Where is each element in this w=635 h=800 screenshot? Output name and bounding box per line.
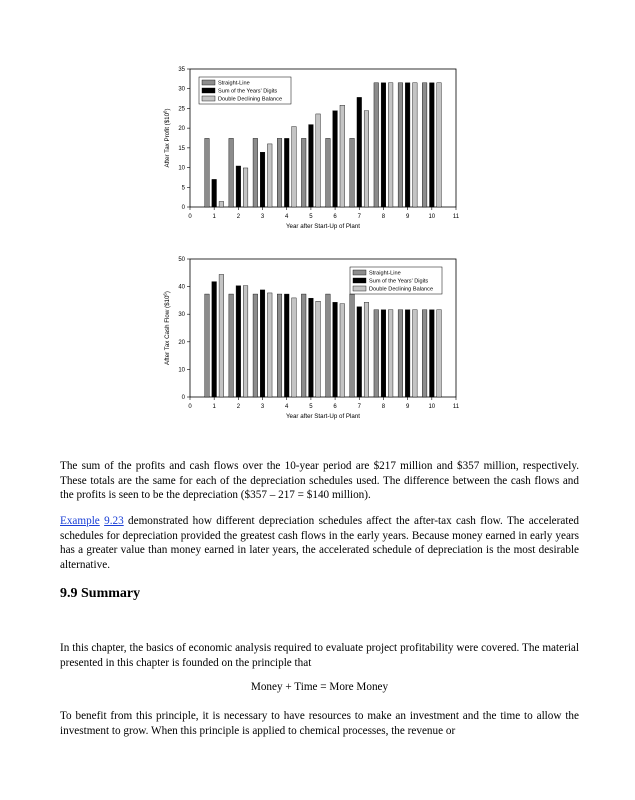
- x-tick-label: 3: [260, 214, 265, 220]
- bar: [437, 310, 442, 397]
- example-link[interactable]: Example: [60, 515, 100, 527]
- bar: [292, 127, 297, 207]
- legend-entry: Double Declining Balance: [218, 96, 283, 103]
- legend-entry: Sum of the Years' Digits: [218, 88, 278, 95]
- legend-swatch: [353, 286, 366, 291]
- bar: [413, 83, 418, 207]
- y-axis-label: [163, 291, 171, 365]
- x-tick-label: 2: [236, 404, 241, 410]
- bar: [229, 138, 234, 207]
- x-tick-label: 0: [188, 214, 192, 220]
- x-axis-label: Year after Start-Up of Plant: [285, 223, 361, 230]
- x-tick-label: 7: [357, 404, 361, 410]
- legend-entry: Double Declining Balance: [369, 286, 434, 293]
- x-tick-label: 5: [309, 404, 313, 410]
- paragraph-summary-intro: In this chapter, the basics of economic analysis required to evaluate project profitability were covered. The material presented in this chapter is founded on the principle that: [60, 642, 579, 669]
- bar: [333, 111, 338, 207]
- x-tick-label: 7: [357, 214, 361, 220]
- bar: [340, 304, 345, 397]
- bar: [301, 294, 306, 397]
- y-tick-label: 0: [181, 395, 185, 401]
- bar: [405, 83, 410, 207]
- paragraph-totals: The sum of the profits and cash flows over the 10-year period are $217 million and $357 million, respectively. These totals are the same for each of the depreciation schedules used. The difference between the cash flows and the profits is seen to be the depreciation ($357 – 217 = $140 million).: [60, 460, 579, 502]
- example-number-link[interactable]: 9.23: [104, 515, 124, 527]
- bar: [381, 83, 386, 207]
- bar: [364, 302, 369, 397]
- profit-chart-svg: [160, 62, 470, 234]
- bar: [326, 294, 331, 397]
- profit-chart: [160, 62, 470, 234]
- y-axis-label-exponent: 6: [162, 293, 168, 296]
- bar: [277, 138, 282, 207]
- x-tick-label: 0: [188, 404, 192, 410]
- y-tick-label: 20: [178, 339, 185, 346]
- bar: [309, 298, 314, 397]
- x-tick-label: 2: [236, 214, 241, 220]
- y-tick-label: 50: [178, 257, 185, 263]
- y-tick-label: 25: [178, 106, 185, 113]
- cash-flow-chart: [160, 252, 470, 424]
- y-tick-label: 30: [178, 312, 185, 319]
- bar: [205, 138, 210, 207]
- legend-swatch: [202, 88, 215, 93]
- bar: [413, 310, 418, 397]
- legend-entry: Straight-Line: [369, 270, 401, 277]
- bar: [284, 294, 289, 397]
- bar: [229, 294, 234, 397]
- bar: [301, 138, 306, 207]
- bar: [350, 138, 355, 207]
- principle-equation: Money + Time = More Money: [250, 681, 389, 693]
- bar: [277, 294, 282, 397]
- bar: [326, 138, 331, 207]
- x-tick-label: 3: [260, 404, 265, 410]
- x-tick-label: 9: [405, 404, 410, 410]
- bar: [333, 302, 338, 397]
- y-axis-label-main: After Tax Profit ($10: [164, 112, 171, 168]
- legend-swatch: [353, 278, 366, 283]
- bar: [398, 83, 403, 207]
- bar: [405, 310, 410, 397]
- y-tick-label: 10: [178, 367, 185, 374]
- bar: [430, 310, 435, 397]
- bar: [422, 83, 427, 207]
- bar: [388, 310, 393, 397]
- y-tick-label: 10: [178, 165, 185, 172]
- y-axis-label-end: ): [164, 291, 171, 294]
- y-tick-label: 30: [178, 86, 185, 93]
- bar: [364, 111, 369, 207]
- bar: [243, 286, 248, 397]
- bar: [374, 83, 379, 207]
- y-tick-label: 5: [181, 185, 185, 192]
- bar: [260, 290, 265, 397]
- x-tick-label: 1: [212, 404, 216, 410]
- bar: [236, 286, 241, 397]
- bar: [212, 179, 217, 207]
- x-tick-label: 4: [285, 404, 289, 410]
- y-axis-label-exponent: 6: [162, 110, 168, 113]
- paragraph-benefit: To benefit from this principle, it is necessary to have resources to make an investment and the time to allow the investment to grow. When this principle is applied to chemical processes, the revenue or: [60, 710, 579, 737]
- y-axis-label-main: After Tax Cash Flow ($10: [164, 295, 171, 365]
- x-axis-label: Year after Start-Up of Plant: [285, 413, 361, 420]
- x-tick-label: 6: [333, 404, 337, 410]
- bar: [284, 138, 289, 207]
- paragraph-example-text: demonstrated how different depreciation schedules affect the after-tax cash flow. The accelerated schedules for depreciation provided the greatest cash flows in the early years. Because money earned in early years has a greater value than money earned in later years, the accelerated schedule of depreciation is the most desirable alternative.: [60, 515, 580, 571]
- bar: [267, 293, 272, 397]
- y-tick-label: 0: [181, 205, 185, 211]
- y-axis-label: [163, 108, 171, 167]
- bar: [350, 294, 355, 397]
- legend-swatch: [353, 270, 366, 275]
- bar: [253, 138, 258, 207]
- cash-flow-chart-svg: [160, 252, 470, 424]
- bar: [437, 83, 442, 207]
- bar: [357, 307, 362, 397]
- bar: [219, 201, 224, 207]
- x-tick-label: 10: [428, 404, 436, 410]
- legend-swatch: [202, 96, 215, 101]
- y-tick-label: 15: [178, 145, 185, 152]
- x-tick-label: 8: [381, 214, 386, 220]
- bar: [260, 152, 265, 207]
- bar: [205, 294, 210, 397]
- paragraph-example: [60, 514, 579, 572]
- bar: [422, 310, 427, 397]
- legend-entry: Sum of the Years' Digits: [369, 278, 429, 285]
- bar: [374, 310, 379, 397]
- x-tick-label: 10: [428, 214, 436, 220]
- bar: [243, 168, 248, 207]
- bar: [381, 310, 386, 397]
- legend-entry: Straight-Line: [218, 80, 250, 87]
- bar: [316, 114, 321, 207]
- y-tick-label: 20: [178, 126, 185, 133]
- bar: [357, 97, 362, 207]
- bar: [430, 83, 435, 207]
- bar: [267, 144, 272, 207]
- bar: [316, 301, 321, 397]
- y-axis-label-end: ): [164, 108, 171, 111]
- x-tick-label: 8: [381, 404, 386, 410]
- bar: [398, 310, 403, 397]
- bar: [236, 166, 241, 207]
- x-tick-label: 6: [333, 214, 337, 220]
- bar: [388, 83, 393, 207]
- bar: [219, 274, 224, 397]
- x-tick-label: 11: [452, 214, 460, 220]
- bar: [212, 282, 217, 397]
- x-tick-label: 9: [405, 214, 410, 220]
- y-tick-label: 40: [178, 284, 185, 291]
- bar: [292, 298, 297, 397]
- bar: [253, 294, 258, 397]
- x-tick-label: 11: [452, 404, 460, 410]
- x-tick-label: 5: [309, 214, 313, 220]
- bar: [309, 125, 314, 207]
- x-tick-label: 1: [212, 214, 216, 220]
- x-tick-label: 4: [285, 214, 289, 220]
- bar: [340, 105, 345, 207]
- section-heading: 9.9 Summary: [60, 586, 141, 601]
- y-tick-label: 35: [178, 67, 185, 73]
- legend-swatch: [202, 80, 215, 85]
